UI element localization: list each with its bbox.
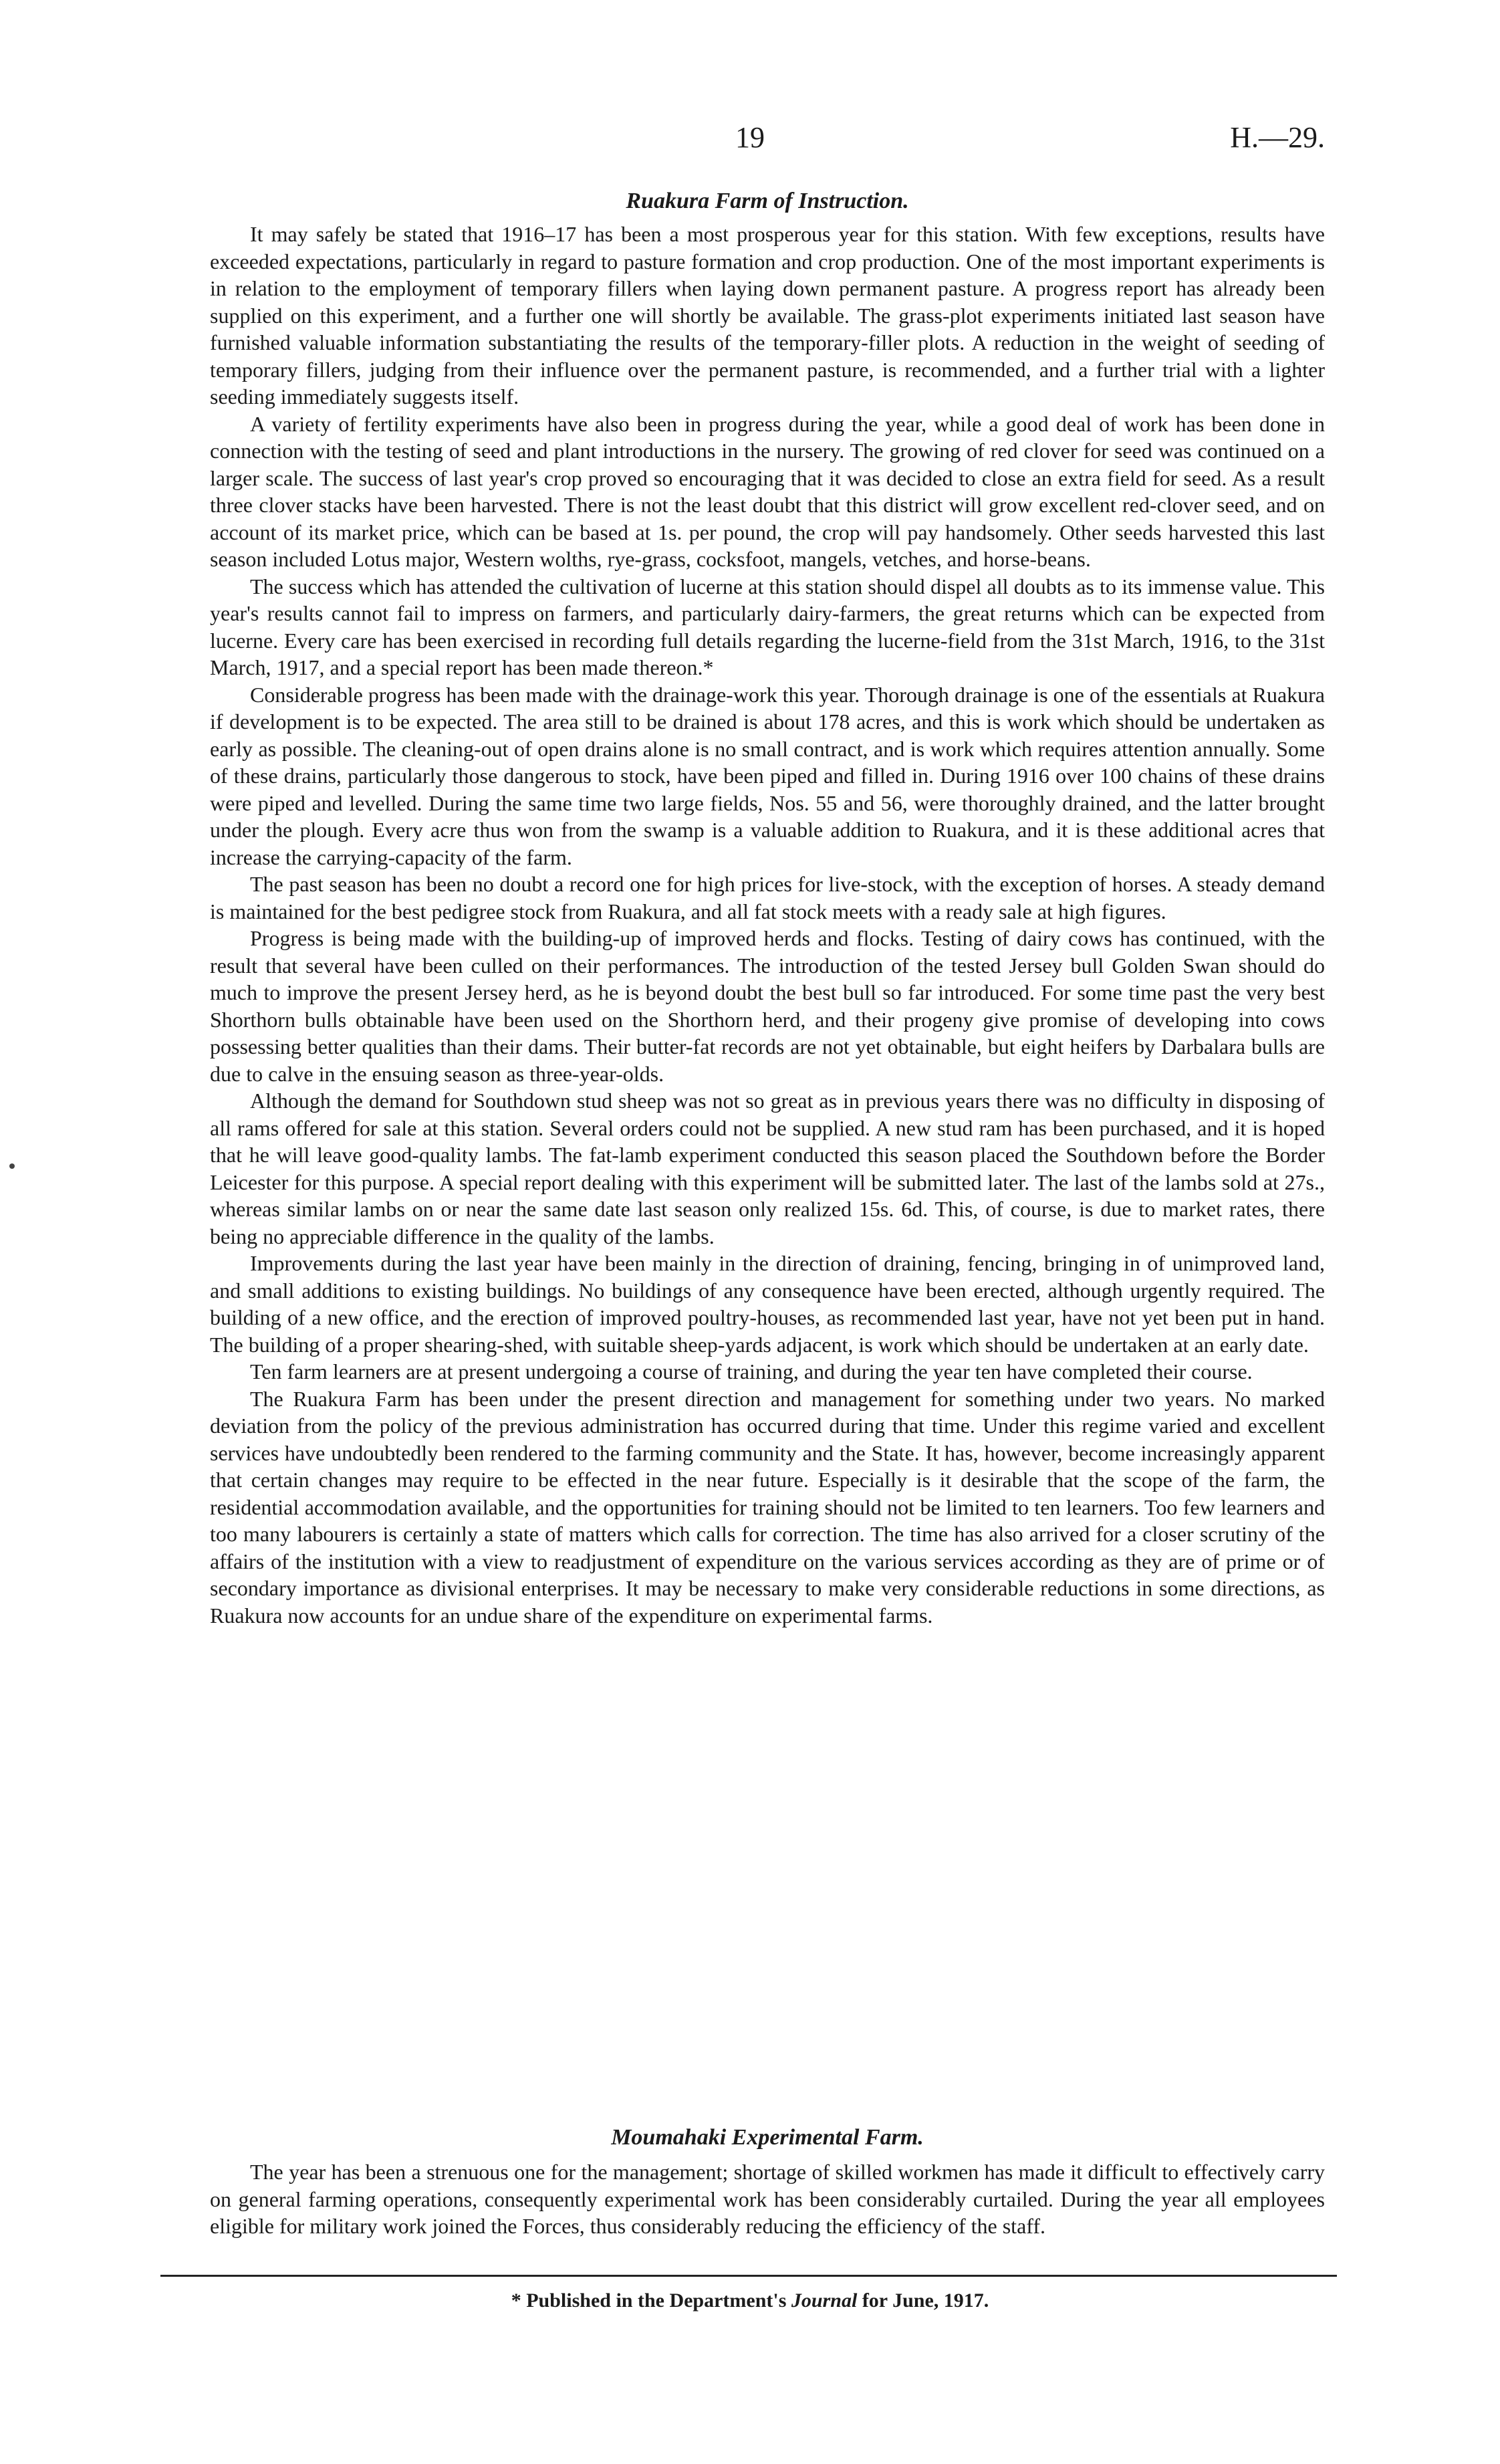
paragraph: Improvements during the last year have been mainly in the direction of draining, fencing, bringing in of unimproved land, and small additions to existing buildings. No buildings of any consequence have been erected, although urgently required. The building of a new office, and the erection of improved poultry-houses, as recommended last year, have not yet been put in hand. The building of a proper shearing-shed, with suitable sheep-yards adjacent, is work which should be undertaken at an early date. [210, 1251, 1325, 1357]
page-number: 19 [735, 121, 765, 154]
paragraph: Progress is being made with the building-up of improved herds and flocks. Testing of dairy cows has continued, with the result that several have been culled on their performances. The introduction of the tested Jersey bull Golden Swan should do much to improve the present Jersey herd, as he is beyond doubt the best bull so far introduced. For some time past the very best Shorthorn bulls obtainable have been used on the Shorthorn herd, and their progeny give promise of developing into cows possessing better qualities than their dams. Their butter-fat records are not yet obtainable, but eight heifers by Darbalara bulls are due to calve in the ensuing season as three-year-olds. [210, 926, 1325, 1086]
footnote-suffix: for June, 1917. [857, 2289, 989, 2312]
paragraph: The success which has attended the cultivation of lucerne at this station should dispel all doubts as to its immense value. This year's results cannot fail to impress on farmers, and particularly dairy-farmers, the great returns which can be expected from lucerne. Every care has been exercised in recording full details regarding the lucerne-field from the 31st March, 1916, to the 31st March, 1917, and a special report has been made thereon.* [210, 574, 1325, 679]
margin-mark [9, 1163, 15, 1169]
section-heading-moumahaki: Moumahaki Experimental Farm. [611, 2125, 924, 2150]
footnote-divider [160, 2275, 1337, 2277]
footnote-journal: Journal [791, 2289, 858, 2312]
paragraph: Ten farm learners are at present undergoing a course of training, and during the year ten have completed their course. [250, 1359, 1253, 1383]
paragraph: A variety of fertility experiments have also been in progress during the year, while a good deal of work has been done in connection with the testing of seed and plant introductions in the nursery. The growing of red clover for seed was continued on a larger scale. The success of last year's crop proved so encouraging that it was decided to close an extra field for seed. As a result three clover stacks have been harvested. There is not the least doubt that this district will grow excellent red-clover seed, and on account of its market price, which can be based at 1s. per pound, the crop will pay handsomely. Other seeds harvested this last season included Lotus major, Western wolths, rye-grass, cocksfoot, mangels, vetches, and horse-beans. [210, 411, 1325, 571]
paragraph: The Ruakura Farm has been under the present direction and management for something under two years. No marked deviation from the policy of the previous administration has occurred during that time. Under this regime varied and excellent services have undoubtedly been rendered to the farming community and the State. It has, however, become increasingly apparent that certain changes may require to be effected in the near future. Especially is it desirable that the scope of the farm, the residential accommodation available, and the opportunities for training should not be limited to ten learners. Too few learners and too many labourers is certainly a state of matters which calls for correction. The time has also arrived for a closer scrutiny of the affairs of the institution with a view to readjustment of expenditure on the various services according as they are of prime or of secondary importance as divisional enterprises. It may be necessary to make very considerable reductions in some directions, as Ruakura now accounts for an undue share of the expenditure on experimental farms. [210, 1386, 1325, 1628]
footnote-prefix: * Published in the Department's [511, 2289, 791, 2312]
paragraph: Considerable progress has been made with the drainage-work this year. Thorough drainage is one of the essentials at Ruakura if development is to be expected. The area still to be drained is about 178 acres, and this is work which should be undertaken as early as possible. The cleaning-out of open drains alone is no small contract, and is work which requires attention annually. Some of these drains, particularly those dangerous to stock, have been piped and filled in. During 1916 over 100 chains of these drains were piped and levelled. During the same time two large fields, Nos. 55 and 56, were thoroughly drained, and the latter brought under the plough. Every acre thus won from the swamp is a valuable addition to Ruakura, and it is these additional acres that increase the carrying-capacity of the farm. [210, 682, 1325, 869]
paragraph: The past season has been no doubt a record one for high prices for live-stock, with the exception of horses. A steady demand is maintained for the best pedigree stock from Ruakura, and all fat stock meets with a ready sale at high figures. [210, 872, 1325, 923]
page-header [0, 120, 1500, 160]
section-body-moumahaki [210, 2158, 1325, 2240]
section-body-ruakura [210, 221, 1325, 1629]
document-code: H.—29. [1230, 121, 1325, 154]
paragraph: The year has been a strenuous one for the management; shortage of skilled workmen has made it difficult to effectively carry on general farming operations, consequently experimental work has been considerably curtailed. During the year all employees eligible for military work joined the Forces, thus considerably reducing the efficiency of the staff. [210, 2160, 1325, 2238]
paragraph: Although the demand for Southdown stud sheep was not so great as in previous years there was no difficulty in disposing of all rams offered for sale at this station. Several orders could not be supplied. A new stud ram has been purchased, and it is hoped that he will leave good-quality lambs. The fat-lamb experiment conducted this season placed the Southdown before the Border Leicester for this purpose. A special report dealing with this experiment will be submitted later. The last of the lambs sold at 27s., whereas similar lambs on or near the same date last season only realized 15s. 6d. This, of course, is due to market rates, there being no appreciable difference in the quality of the lambs. [210, 1089, 1325, 1248]
paragraph: It may safely be stated that 1916–17 has been a most prosperous year for this station. With few exceptions, results have exceeded expectations, particularly in regard to pasture formation and crop production. One of the most important experiments is in relation to the employment of temporary fillers when laying down permanent pasture. A progress report has already been supplied on this experiment, and a further one will shortly be available. The grass-plot experiments initiated last season have furnished valuable information substantiating the results of the temporary-filler plots. A reduction in the weight of seeding of temporary fillers, judging from their influence over the permanent pasture, is recommended, and a further trial with a lighter seeding immediately suggests itself. [210, 222, 1325, 409]
footnote [0, 2289, 1500, 2312]
section-heading-ruakura: Ruakura Farm of Instruction. [626, 189, 909, 213]
